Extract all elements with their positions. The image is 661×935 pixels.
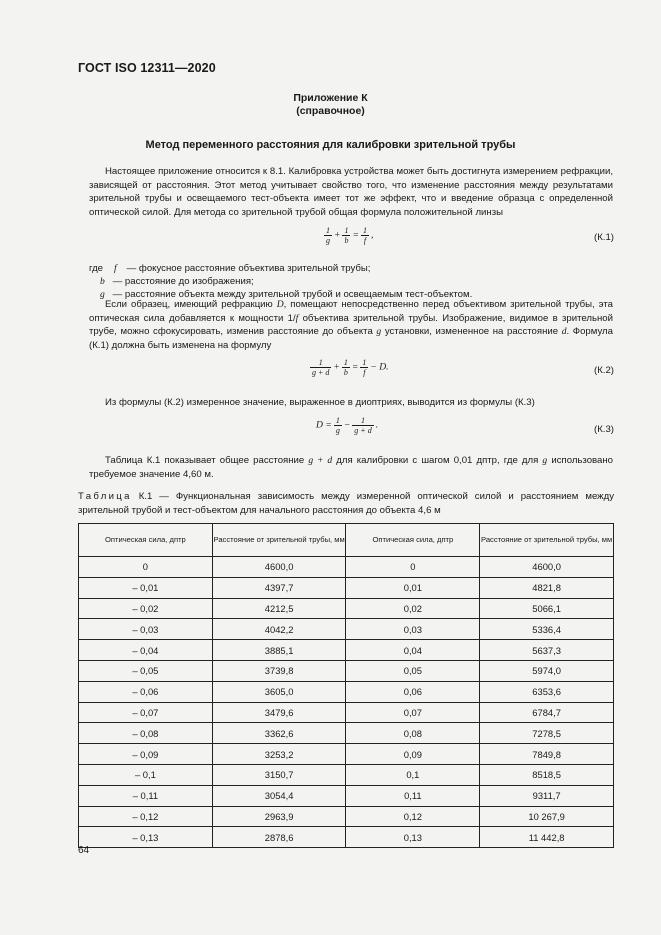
table-cell: 4821,8 [480, 577, 614, 598]
column-header: Расстояние от зрительной трубы, мм [480, 524, 614, 557]
page-number: 64 [78, 845, 90, 856]
formula-k3-label: (К.3) [594, 424, 614, 435]
table-cell: – 0,09 [79, 744, 213, 765]
table-cell: – 0,11 [79, 785, 213, 806]
table-cell: 0 [346, 557, 480, 578]
table-row [79, 806, 614, 827]
column-header: Оптическая сила, дптр [79, 524, 213, 557]
table-caption: Таблица К.1 — Функциональная зависимость между измеренной оптической силой и расстоянием между зрительной трубой и тест-объектом для начального расстояния до объекта 4,6 м [78, 491, 614, 516]
table-row [79, 785, 614, 806]
table-cell: 2878,6 [212, 827, 346, 848]
table-cell: 0,11 [346, 785, 480, 806]
table-row [79, 557, 614, 578]
table-cell: – 0,04 [79, 640, 213, 661]
table-cell: – 0,08 [79, 723, 213, 744]
table-cell: 0,08 [346, 723, 480, 744]
table-cell: 4600,0 [480, 557, 614, 578]
table-cell: 7278,5 [480, 723, 614, 744]
definition-row: где f — фокусное расстояние объектива зрительной трубы; [89, 263, 371, 274]
table-cell: 0,07 [346, 702, 480, 723]
definition-row: b — расстояние до изображения; [100, 275, 254, 287]
table-cell: – 0,01 [79, 577, 213, 598]
table-cell: 4397,7 [212, 577, 346, 598]
table-cell: 5974,0 [480, 660, 614, 681]
section-title: Метод переменного расстояния для калибровки зрительной трубы [145, 139, 516, 151]
table-cell: 5637,3 [480, 640, 614, 661]
table-cell: 0,02 [346, 598, 480, 619]
table-cell: – 0,02 [79, 598, 213, 619]
table-cell: 3253,2 [212, 744, 346, 765]
formula-k3: D = $\frac{1}{g}$ − $\frac{1}{g + d}$ . [316, 416, 379, 435]
table-cell: 0,1 [346, 764, 480, 785]
table-cell: 0,12 [346, 806, 480, 827]
column-header: Расстояние от зрительной трубы, мм [212, 524, 346, 557]
table-cell: 11 442,8 [480, 827, 614, 848]
table-cell: 0 [79, 557, 213, 578]
table-row [79, 598, 614, 619]
table-cell: 3739,8 [212, 660, 346, 681]
table-cell: 10 267,9 [480, 806, 614, 827]
symbol-definitions [89, 263, 472, 301]
paragraph-2: Если образец, имеющий рефракцию D, помещают непосредственно перед объективом зрительной трубы, эта оптическая сила добавляется к мощности 1/f объектива зрительной трубы. Изображение, видимое в зрительной трубе, можно сфокусировать, изменив расстояние до объекта g установки, измененное на расстояние d. Формула (К.1) должна быть изменена на формулу [89, 299, 614, 351]
formula-k2-label: (К.2) [594, 365, 614, 376]
table-cell: 5336,4 [480, 619, 614, 640]
table-cell: 8518,5 [480, 764, 614, 785]
table-cell: 6784,7 [480, 702, 614, 723]
table-row [79, 744, 614, 765]
table-cell: – 0,07 [79, 702, 213, 723]
table-cell: 0,06 [346, 681, 480, 702]
formula-k2: $\frac{1}{g + d}$ + $\frac{1}{b}$ = $\frac{1}{f}$ − D. [312, 358, 389, 377]
table-row [79, 619, 614, 640]
table-cell: – 0,05 [79, 660, 213, 681]
paragraph-4: Таблица К.1 показывает общее расстояние g + d для калибровки с шагом 0,01 дптр, где для g использовано требуемое значение 4,60 м. [89, 455, 613, 480]
table-row [79, 723, 614, 744]
table-row [79, 681, 614, 702]
table-cell: – 0,13 [79, 827, 213, 848]
table-cell: 6353,6 [480, 681, 614, 702]
table-cell: 2963,9 [212, 806, 346, 827]
column-header: Оптическая сила, дптр [346, 524, 480, 557]
table-cell: 0,09 [346, 744, 480, 765]
table-row [79, 577, 614, 598]
table-cell: 0,05 [346, 660, 480, 681]
calibration-table [78, 523, 614, 848]
table-cell: 3885,1 [212, 640, 346, 661]
table-cell: 3362,6 [212, 723, 346, 744]
table-cell: 0,03 [346, 619, 480, 640]
table-cell: 9311,7 [480, 785, 614, 806]
definition-row: g — расстояние объекта между зрительной трубой и освещаемым тест-объектом. [100, 288, 473, 300]
table-cell: – 0,12 [79, 806, 213, 827]
table-cell: – 0,06 [79, 681, 213, 702]
formula-k1-label: (К.1) [594, 232, 614, 243]
table-cell: 4212,5 [212, 598, 346, 619]
table-cell: – 0,03 [79, 619, 213, 640]
table-cell: 0,01 [346, 577, 480, 598]
appendix-subtitle: (справочное) [296, 105, 365, 117]
table-cell: 3605,0 [212, 681, 346, 702]
intro-paragraph: Настоящее приложение относится к 8.1. Калибровка устройства может быть достигнута измерением рефракции, зависящей от расстояния. Этот метод учитывает свойство того, что изменение расстояния между результатами зрительной трубы и освещаемого тест-объекта имеет тот же эффект, что и введение образца с определенной оптической силой. Для метода со зрительной трубой общая формула положительной линзы [89, 166, 613, 218]
table-row [79, 640, 614, 661]
table-cell: 3054,4 [212, 785, 346, 806]
table-row [79, 764, 614, 785]
table-cell: 3150,7 [212, 764, 346, 785]
table-cell: 3479,6 [212, 702, 346, 723]
table-cell: – 0,1 [79, 764, 213, 785]
table-row [79, 660, 614, 681]
appendix-heading [0, 92, 661, 118]
table-row [79, 827, 614, 848]
table-row [79, 702, 614, 723]
table-header-row [79, 524, 614, 557]
table-cell: 0,13 [346, 827, 480, 848]
formula-k1: $\frac{1}{g}$ + $\frac{1}{b}$ = $\frac{1}{f}$ , [326, 226, 374, 245]
appendix-title: Приложение К [293, 92, 368, 104]
table-cell: 4600,0 [212, 557, 346, 578]
table-cell: 4042,2 [212, 619, 346, 640]
table-cell: 5066,1 [480, 598, 614, 619]
paragraph-3: Из формулы (К.2) измеренное значение, выраженное в диоптриях, выводится из формулы (К.3) [105, 397, 535, 408]
table-cell: 7849,8 [480, 744, 614, 765]
document-code: ГОСТ ISO 12311—2020 [78, 61, 216, 75]
table-cell: 0,04 [346, 640, 480, 661]
